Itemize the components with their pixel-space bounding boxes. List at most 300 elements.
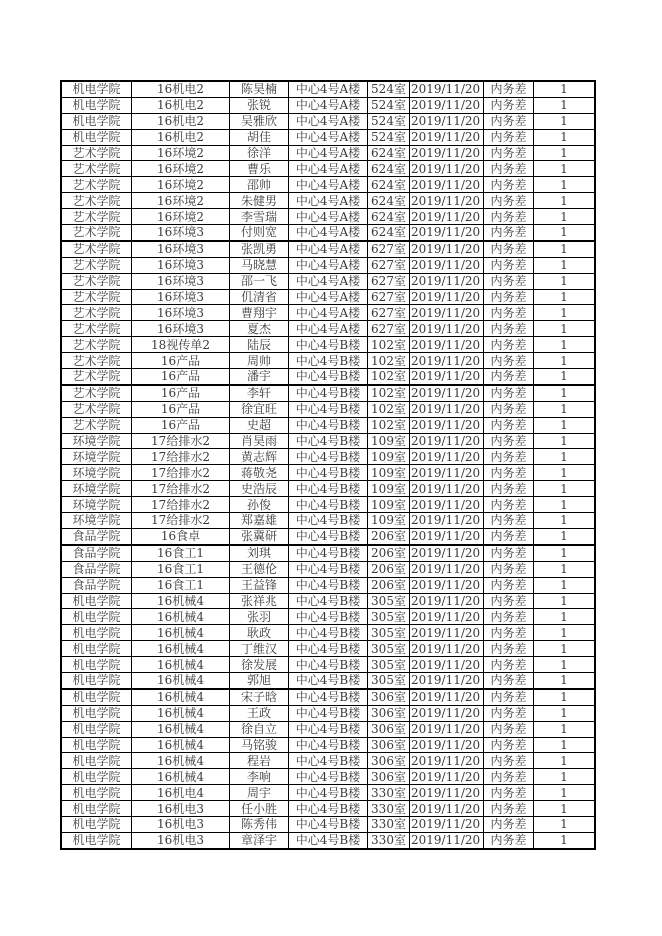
date-cell: 2019/11/20 — [410, 832, 484, 848]
table-row — [61, 625, 595, 641]
issue-cell: 内务差 — [484, 369, 534, 385]
college-cell: 艺术学院 — [61, 177, 132, 193]
date-cell: 2019/11/20 — [410, 241, 484, 257]
count-cell: 1 — [534, 721, 596, 737]
student-name-cell: 徐发展 — [230, 657, 289, 673]
room-cell: 624室 — [368, 193, 410, 209]
college-cell: 艺术学院 — [61, 321, 132, 337]
count-cell: 1 — [534, 369, 596, 385]
room-cell: 524室 — [368, 81, 410, 97]
student-name-cell: 张祥兆 — [230, 593, 289, 609]
building-cell: 中心4号A楼 — [289, 273, 368, 289]
date-cell: 2019/11/20 — [410, 81, 484, 97]
date-cell: 2019/11/20 — [410, 593, 484, 609]
table-row — [61, 97, 595, 113]
college-cell: 艺术学院 — [61, 353, 132, 369]
table-row — [61, 449, 595, 465]
date-cell: 2019/11/20 — [410, 337, 484, 353]
college-cell: 机电学院 — [61, 609, 132, 625]
college-cell: 食品学院 — [61, 561, 132, 577]
table-row — [61, 433, 595, 449]
date-cell: 2019/11/20 — [410, 769, 484, 785]
class-cell: 16环境3 — [132, 289, 230, 305]
table-row — [61, 257, 595, 273]
student-name-cell: 徐洋 — [230, 145, 289, 161]
building-cell: 中心4号B楼 — [289, 577, 368, 593]
class-cell: 16机电3 — [132, 816, 230, 832]
building-cell: 中心4号A楼 — [289, 257, 368, 273]
table-body — [61, 81, 595, 849]
table-row — [61, 577, 595, 593]
date-cell: 2019/11/20 — [410, 737, 484, 753]
college-cell: 机电学院 — [61, 801, 132, 817]
table-row — [61, 161, 595, 177]
room-cell: 627室 — [368, 257, 410, 273]
count-cell: 1 — [534, 145, 596, 161]
building-cell: 中心4号B楼 — [289, 433, 368, 449]
student-name-cell: 郑嘉雄 — [230, 513, 289, 529]
table-row — [61, 497, 595, 513]
college-cell: 机电学院 — [61, 737, 132, 753]
room-cell: 624室 — [368, 161, 410, 177]
room-cell: 102室 — [368, 353, 410, 369]
room-cell: 330室 — [368, 785, 410, 801]
date-cell: 2019/11/20 — [410, 369, 484, 385]
building-cell: 中心4号A楼 — [289, 113, 368, 129]
building-cell: 中心4号A楼 — [289, 225, 368, 241]
college-cell: 环境学院 — [61, 481, 132, 497]
date-cell: 2019/11/20 — [410, 785, 484, 801]
building-cell: 中心4号B楼 — [289, 369, 368, 385]
date-cell: 2019/11/20 — [410, 401, 484, 417]
student-name-cell: 吴雅欣 — [230, 113, 289, 129]
issue-cell: 内务差 — [484, 81, 534, 97]
building-cell: 中心4号B楼 — [289, 417, 368, 433]
student-name-cell: 黄志辉 — [230, 449, 289, 465]
date-cell: 2019/11/20 — [410, 449, 484, 465]
student-name-cell: 陈昊楠 — [230, 81, 289, 97]
issue-cell: 内务差 — [484, 497, 534, 513]
date-cell: 2019/11/20 — [410, 257, 484, 273]
date-cell: 2019/11/20 — [410, 177, 484, 193]
date-cell: 2019/11/20 — [410, 321, 484, 337]
building-cell: 中心4号B楼 — [289, 545, 368, 561]
class-cell: 16环境2 — [132, 161, 230, 177]
room-cell: 624室 — [368, 177, 410, 193]
college-cell: 艺术学院 — [61, 385, 132, 401]
table-row — [61, 337, 595, 353]
college-cell: 机电学院 — [61, 689, 132, 705]
student-name-cell: 王益锋 — [230, 577, 289, 593]
room-cell: 624室 — [368, 209, 410, 225]
date-cell: 2019/11/20 — [410, 705, 484, 721]
date-cell: 2019/11/20 — [410, 385, 484, 401]
issue-cell: 内务差 — [484, 97, 534, 113]
student-name-cell: 史浩辰 — [230, 481, 289, 497]
building-cell: 中心4号A楼 — [289, 193, 368, 209]
student-name-cell: 陆辰 — [230, 337, 289, 353]
building-cell: 中心4号B楼 — [289, 497, 368, 513]
college-cell: 艺术学院 — [61, 145, 132, 161]
class-cell: 16机电3 — [132, 832, 230, 848]
class-cell: 16机电2 — [132, 81, 230, 97]
issue-cell: 内务差 — [484, 641, 534, 657]
student-name-cell: 刘琪 — [230, 545, 289, 561]
count-cell: 1 — [534, 497, 596, 513]
class-cell: 16机电4 — [132, 785, 230, 801]
date-cell: 2019/11/20 — [410, 753, 484, 769]
room-cell: 206室 — [368, 545, 410, 561]
college-cell: 食品学院 — [61, 577, 132, 593]
count-cell: 1 — [534, 513, 596, 529]
count-cell: 1 — [534, 528, 596, 544]
college-cell: 机电学院 — [61, 593, 132, 609]
class-cell: 16机械4 — [132, 721, 230, 737]
room-cell: 206室 — [368, 561, 410, 577]
table-row — [61, 129, 595, 145]
student-name-cell: 马晓慧 — [230, 257, 289, 273]
issue-cell: 内务差 — [484, 145, 534, 161]
college-cell: 机电学院 — [61, 785, 132, 801]
date-cell: 2019/11/20 — [410, 641, 484, 657]
college-cell: 环境学院 — [61, 465, 132, 481]
room-cell: 102室 — [368, 401, 410, 417]
student-name-cell: 马铭骏 — [230, 737, 289, 753]
class-cell: 16食工1 — [132, 545, 230, 561]
count-cell: 1 — [534, 433, 596, 449]
date-cell: 2019/11/20 — [410, 97, 484, 113]
issue-cell: 内务差 — [484, 433, 534, 449]
building-cell: 中心4号B楼 — [289, 832, 368, 848]
issue-cell: 内务差 — [484, 801, 534, 817]
table-row — [61, 481, 595, 497]
issue-cell: 内务差 — [484, 177, 534, 193]
room-cell: 524室 — [368, 113, 410, 129]
student-name-cell: 王政 — [230, 705, 289, 721]
building-cell: 中心4号B楼 — [289, 337, 368, 353]
date-cell: 2019/11/20 — [410, 513, 484, 529]
class-cell: 16食工1 — [132, 561, 230, 577]
building-cell: 中心4号B楼 — [289, 528, 368, 544]
issue-cell: 内务差 — [484, 257, 534, 273]
count-cell: 1 — [534, 625, 596, 641]
college-cell: 机电学院 — [61, 113, 132, 129]
issue-cell: 内务差 — [484, 672, 534, 688]
college-cell: 机电学院 — [61, 129, 132, 145]
issue-cell: 内务差 — [484, 528, 534, 544]
issue-cell: 内务差 — [484, 609, 534, 625]
issue-cell: 内务差 — [484, 289, 534, 305]
building-cell: 中心4号B楼 — [289, 801, 368, 817]
room-cell: 524室 — [368, 97, 410, 113]
class-cell: 17给排水2 — [132, 513, 230, 529]
student-name-cell: 陈秀伟 — [230, 816, 289, 832]
count-cell: 1 — [534, 81, 596, 97]
class-cell: 16机械4 — [132, 769, 230, 785]
class-cell: 16食卓 — [132, 528, 230, 544]
room-cell: 305室 — [368, 625, 410, 641]
room-cell: 306室 — [368, 705, 410, 721]
college-cell: 机电学院 — [61, 769, 132, 785]
date-cell: 2019/11/20 — [410, 305, 484, 321]
class-cell: 16产品 — [132, 369, 230, 385]
table-row — [61, 785, 595, 801]
student-name-cell: 李轩 — [230, 385, 289, 401]
student-name-cell: 孙俊 — [230, 497, 289, 513]
table-row — [61, 545, 595, 561]
college-cell: 艺术学院 — [61, 289, 132, 305]
student-name-cell: 邵一飞 — [230, 273, 289, 289]
college-cell: 艺术学院 — [61, 257, 132, 273]
room-cell: 109室 — [368, 465, 410, 481]
room-cell: 102室 — [368, 337, 410, 353]
count-cell: 1 — [534, 289, 596, 305]
issue-cell: 内务差 — [484, 241, 534, 257]
date-cell: 2019/11/20 — [410, 625, 484, 641]
table-row — [61, 369, 595, 385]
building-cell: 中心4号B楼 — [289, 449, 368, 465]
table-row — [61, 417, 595, 433]
spreadsheet-page — [60, 80, 596, 850]
room-cell: 627室 — [368, 289, 410, 305]
count-cell: 1 — [534, 737, 596, 753]
student-name-cell: 张凯勇 — [230, 241, 289, 257]
issue-cell: 内务差 — [484, 577, 534, 593]
student-name-cell: 李雪瑞 — [230, 209, 289, 225]
student-name-cell: 张锐 — [230, 97, 289, 113]
building-cell: 中心4号A楼 — [289, 161, 368, 177]
student-name-cell: 李响 — [230, 769, 289, 785]
room-cell: 305室 — [368, 593, 410, 609]
building-cell: 中心4号B楼 — [289, 561, 368, 577]
class-cell: 17给排水2 — [132, 433, 230, 449]
room-cell: 305室 — [368, 657, 410, 673]
class-cell: 17给排水2 — [132, 449, 230, 465]
class-cell: 16机械4 — [132, 737, 230, 753]
class-cell: 16环境3 — [132, 241, 230, 257]
building-cell: 中心4号B楼 — [289, 657, 368, 673]
issue-cell: 内务差 — [484, 785, 534, 801]
college-cell: 环境学院 — [61, 433, 132, 449]
room-cell: 330室 — [368, 801, 410, 817]
issue-cell: 内务差 — [484, 209, 534, 225]
table-row — [61, 81, 595, 97]
student-name-cell: 蒋敬尧 — [230, 465, 289, 481]
issue-cell: 内务差 — [484, 321, 534, 337]
class-cell: 17给排水2 — [132, 465, 230, 481]
class-cell: 16机电3 — [132, 801, 230, 817]
date-cell: 2019/11/20 — [410, 497, 484, 513]
count-cell: 1 — [534, 273, 596, 289]
table-row — [61, 769, 595, 785]
table-row — [61, 593, 595, 609]
count-cell: 1 — [534, 609, 596, 625]
student-name-cell: 郭旭 — [230, 672, 289, 688]
issue-cell: 内务差 — [484, 481, 534, 497]
class-cell: 16产品 — [132, 417, 230, 433]
count-cell: 1 — [534, 321, 596, 337]
date-cell: 2019/11/20 — [410, 609, 484, 625]
count-cell: 1 — [534, 801, 596, 817]
class-cell: 16环境2 — [132, 209, 230, 225]
issue-cell: 内务差 — [484, 193, 534, 209]
building-cell: 中心4号A楼 — [289, 81, 368, 97]
class-cell: 16食工1 — [132, 577, 230, 593]
student-name-cell: 夏杰 — [230, 321, 289, 337]
issue-cell: 内务差 — [484, 832, 534, 848]
student-name-cell: 宋子晗 — [230, 689, 289, 705]
count-cell: 1 — [534, 561, 596, 577]
student-name-cell: 张羽 — [230, 609, 289, 625]
college-cell: 机电学院 — [61, 753, 132, 769]
count-cell: 1 — [534, 672, 596, 688]
building-cell: 中心4号A楼 — [289, 241, 368, 257]
college-cell: 环境学院 — [61, 497, 132, 513]
issue-cell: 内务差 — [484, 657, 534, 673]
room-cell: 109室 — [368, 481, 410, 497]
count-cell: 1 — [534, 417, 596, 433]
student-name-cell: 耿政 — [230, 625, 289, 641]
room-cell: 306室 — [368, 737, 410, 753]
student-name-cell: 程岩 — [230, 753, 289, 769]
table-row — [61, 816, 595, 832]
count-cell: 1 — [534, 816, 596, 832]
date-cell: 2019/11/20 — [410, 545, 484, 561]
student-name-cell: 史超 — [230, 417, 289, 433]
count-cell: 1 — [534, 689, 596, 705]
student-name-cell: 潘宇 — [230, 369, 289, 385]
count-cell: 1 — [534, 97, 596, 113]
college-cell: 食品学院 — [61, 545, 132, 561]
table-row — [61, 705, 595, 721]
issue-cell: 内务差 — [484, 737, 534, 753]
room-cell: 305室 — [368, 672, 410, 688]
room-cell: 206室 — [368, 577, 410, 593]
date-cell: 2019/11/20 — [410, 465, 484, 481]
building-cell: 中心4号B楼 — [289, 737, 368, 753]
table-row — [61, 273, 595, 289]
building-cell: 中心4号A楼 — [289, 97, 368, 113]
date-cell: 2019/11/20 — [410, 801, 484, 817]
room-cell: 109室 — [368, 449, 410, 465]
college-cell: 艺术学院 — [61, 241, 132, 257]
table-row — [61, 305, 595, 321]
class-cell: 16机械4 — [132, 625, 230, 641]
date-cell: 2019/11/20 — [410, 161, 484, 177]
date-cell: 2019/11/20 — [410, 129, 484, 145]
count-cell: 1 — [534, 385, 596, 401]
count-cell: 1 — [534, 305, 596, 321]
college-cell: 机电学院 — [61, 641, 132, 657]
building-cell: 中心4号B楼 — [289, 401, 368, 417]
table-row — [61, 513, 595, 529]
date-cell: 2019/11/20 — [410, 433, 484, 449]
issue-cell: 内务差 — [484, 593, 534, 609]
student-name-cell: 丁维汉 — [230, 641, 289, 657]
issue-cell: 内务差 — [484, 721, 534, 737]
issue-cell: 内务差 — [484, 465, 534, 481]
student-name-cell: 周帅 — [230, 353, 289, 369]
date-cell: 2019/11/20 — [410, 145, 484, 161]
table-row — [61, 801, 595, 817]
count-cell: 1 — [534, 225, 596, 241]
college-cell: 艺术学院 — [61, 401, 132, 417]
issue-cell: 内务差 — [484, 769, 534, 785]
class-cell: 16环境3 — [132, 305, 230, 321]
student-name-cell: 徐宜旺 — [230, 401, 289, 417]
date-cell: 2019/11/20 — [410, 273, 484, 289]
class-cell: 16环境3 — [132, 257, 230, 273]
count-cell: 1 — [534, 241, 596, 257]
count-cell: 1 — [534, 769, 596, 785]
table-row — [61, 609, 595, 625]
issue-cell: 内务差 — [484, 113, 534, 129]
count-cell: 1 — [534, 177, 596, 193]
class-cell: 16产品 — [132, 401, 230, 417]
date-cell: 2019/11/20 — [410, 672, 484, 688]
table-row — [61, 657, 595, 673]
college-cell: 机电学院 — [61, 97, 132, 113]
table-row — [61, 528, 595, 544]
count-cell: 1 — [534, 449, 596, 465]
college-cell: 机电学院 — [61, 672, 132, 688]
class-cell: 16机械4 — [132, 705, 230, 721]
room-cell: 305室 — [368, 641, 410, 657]
building-cell: 中心4号B楼 — [289, 816, 368, 832]
building-cell: 中心4号B楼 — [289, 513, 368, 529]
college-cell: 环境学院 — [61, 449, 132, 465]
building-cell: 中心4号B楼 — [289, 641, 368, 657]
table-row — [61, 753, 595, 769]
issue-cell: 内务差 — [484, 449, 534, 465]
building-cell: 中心4号A楼 — [289, 145, 368, 161]
room-cell: 102室 — [368, 385, 410, 401]
class-cell: 16环境2 — [132, 145, 230, 161]
issue-cell: 内务差 — [484, 353, 534, 369]
class-cell: 16机电2 — [132, 113, 230, 129]
building-cell: 中心4号B楼 — [289, 689, 368, 705]
student-name-cell: 周宇 — [230, 785, 289, 801]
room-cell: 109室 — [368, 497, 410, 513]
room-cell: 306室 — [368, 769, 410, 785]
building-cell: 中心4号B楼 — [289, 353, 368, 369]
count-cell: 1 — [534, 257, 596, 273]
building-cell: 中心4号A楼 — [289, 129, 368, 145]
date-cell: 2019/11/20 — [410, 209, 484, 225]
class-cell: 16机械4 — [132, 672, 230, 688]
room-cell: 627室 — [368, 321, 410, 337]
student-name-cell: 张冀研 — [230, 528, 289, 544]
count-cell: 1 — [534, 705, 596, 721]
dorm-inspection-table — [60, 80, 596, 850]
issue-cell: 内务差 — [484, 337, 534, 353]
room-cell: 102室 — [368, 417, 410, 433]
count-cell: 1 — [534, 209, 596, 225]
table-row — [61, 225, 595, 241]
student-name-cell: 朱健男 — [230, 193, 289, 209]
count-cell: 1 — [534, 337, 596, 353]
table-row — [61, 177, 595, 193]
date-cell: 2019/11/20 — [410, 113, 484, 129]
room-cell: 206室 — [368, 528, 410, 544]
table-row — [61, 193, 595, 209]
college-cell: 艺术学院 — [61, 305, 132, 321]
class-cell: 16产品 — [132, 385, 230, 401]
room-cell: 109室 — [368, 513, 410, 529]
class-cell: 16机械4 — [132, 753, 230, 769]
table-row — [61, 465, 595, 481]
issue-cell: 内务差 — [484, 753, 534, 769]
